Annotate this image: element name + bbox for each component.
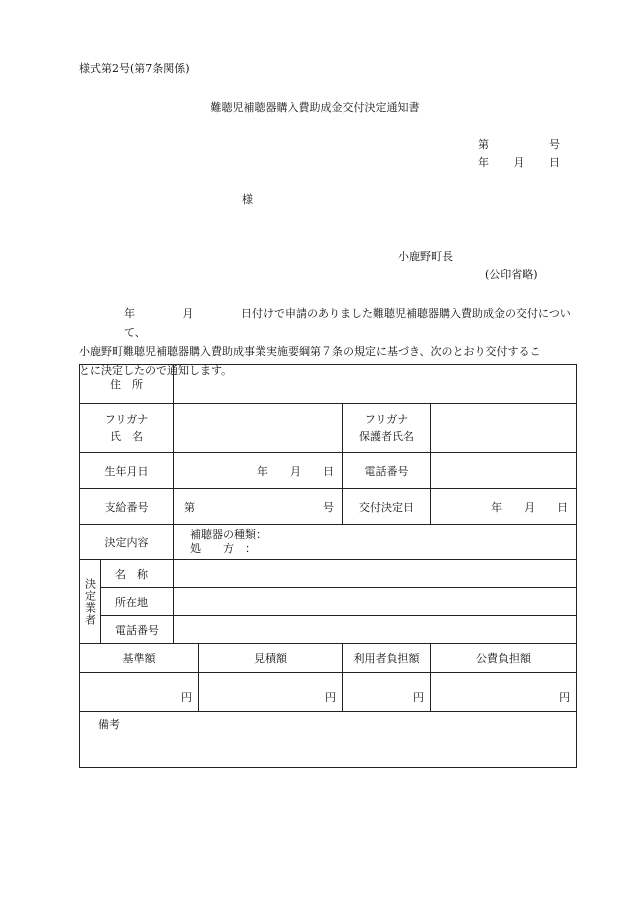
public-burden-field[interactable]: [431, 673, 577, 712]
body-month: 月: [182, 307, 194, 320]
date-year: 年: [478, 156, 489, 169]
row-vendor-phone: [80, 616, 577, 644]
document-title: 難聴児補聴器購入費助成金交付決定通知書: [210, 101, 420, 114]
payment-no-prefix: 第: [184, 500, 195, 514]
row-name: [80, 404, 577, 453]
guardian-name-label: 保護者氏名: [359, 430, 414, 443]
row-address: [80, 365, 577, 404]
furigana-label: フリガナ: [104, 413, 149, 426]
address-field[interactable]: [174, 365, 577, 404]
document-number: [478, 139, 560, 150]
payment-no-field[interactable]: [174, 489, 343, 525]
guardian-name-field[interactable]: [431, 404, 577, 453]
vendor-address-label: 所在地: [101, 588, 174, 616]
remarks-label: 備考: [98, 718, 120, 731]
birthdate-label: 生年月日: [80, 453, 174, 489]
seal-note: (公印省略): [485, 268, 538, 281]
vendor-phone-label: 電話番号: [101, 616, 174, 644]
birth-month: 月: [290, 464, 301, 478]
vendor-name-label: 名 称: [101, 560, 174, 588]
user-burden-field[interactable]: [343, 673, 431, 712]
vendor-phone-field[interactable]: [174, 616, 577, 644]
decision-month: 月: [524, 500, 536, 514]
public-burden-label: 公費負担額: [431, 644, 577, 673]
body-line-1: [79, 304, 575, 342]
document-date: [478, 157, 560, 168]
user-burden-label: 利用者負担額: [343, 644, 431, 673]
row-remarks: [80, 712, 577, 768]
application-table: [79, 364, 577, 768]
estimate-field[interactable]: [199, 673, 343, 712]
decision-content-field[interactable]: [174, 525, 577, 560]
doc-no-suffix: 号: [549, 138, 560, 151]
base-amount-field[interactable]: [80, 673, 199, 712]
decision-year: 年: [491, 500, 503, 514]
estimate-yen: 円: [325, 691, 336, 704]
decision-date-label: 交付決定日: [343, 489, 431, 525]
issuer: 小鹿野町長: [398, 250, 453, 263]
address-label: 住 所: [80, 365, 174, 404]
vendor-name-field[interactable]: [174, 560, 577, 588]
payment-no-label: 支給番号: [80, 489, 174, 525]
row-vendor-address: [80, 588, 577, 616]
row-amount-headers: [80, 644, 577, 673]
form-number: 様式第2号(第7条関係): [79, 62, 190, 75]
name-label: [80, 404, 174, 453]
vendor-group-label: 決定業者: [80, 560, 101, 644]
birth-day: 日: [323, 464, 334, 478]
decision-day: 日: [557, 500, 569, 514]
row-decision: [80, 525, 577, 560]
row-amount-values: [80, 673, 577, 712]
row-vendor-name: [80, 560, 577, 588]
doc-no-prefix: 第: [478, 138, 489, 151]
prescription-label: 処 方 ：: [190, 542, 256, 555]
hearing-aid-type-label: 補聴器の種類：: [190, 528, 267, 541]
vendor-address-field[interactable]: [174, 588, 577, 616]
date-day: 日: [549, 156, 560, 169]
phone-field[interactable]: [431, 453, 577, 489]
body-line-2: 小鹿野町難聴児補聴器購入費助成事業実施要綱第７条の規定に基づき、次のとおり交付するこ: [79, 345, 541, 358]
remarks-field[interactable]: [80, 712, 577, 768]
phone-label: 電話番号: [343, 453, 431, 489]
payment-no-suffix: 号: [323, 500, 334, 514]
guardian-label: [343, 404, 431, 453]
row-birth: [80, 453, 577, 489]
base-amount-yen: 円: [181, 691, 192, 704]
base-amount-label: 基準額: [80, 644, 199, 673]
estimate-label: 見積額: [199, 644, 343, 673]
date-month: 月: [513, 156, 525, 169]
decision-content-label: 決定内容: [80, 525, 174, 560]
child-name-label: 氏 名: [110, 430, 143, 443]
body-line-3: とに決定したので通知します。: [79, 364, 233, 377]
child-name-field[interactable]: [174, 404, 343, 453]
public-burden-yen: 円: [559, 691, 571, 704]
birth-year: 年: [257, 464, 268, 478]
addressee-suffix: 様: [242, 193, 253, 206]
body-line1-rest: 日付けで申請のありました難聴児補聴器購入費助成金の交付について、: [124, 307, 571, 339]
birthdate-field[interactable]: [174, 453, 343, 489]
user-burden-yen: 円: [413, 691, 424, 704]
decision-date-field[interactable]: [431, 489, 577, 525]
guardian-furigana-label: フリガナ: [364, 413, 409, 426]
body-year: 年: [124, 307, 135, 320]
row-payment: [80, 489, 577, 525]
